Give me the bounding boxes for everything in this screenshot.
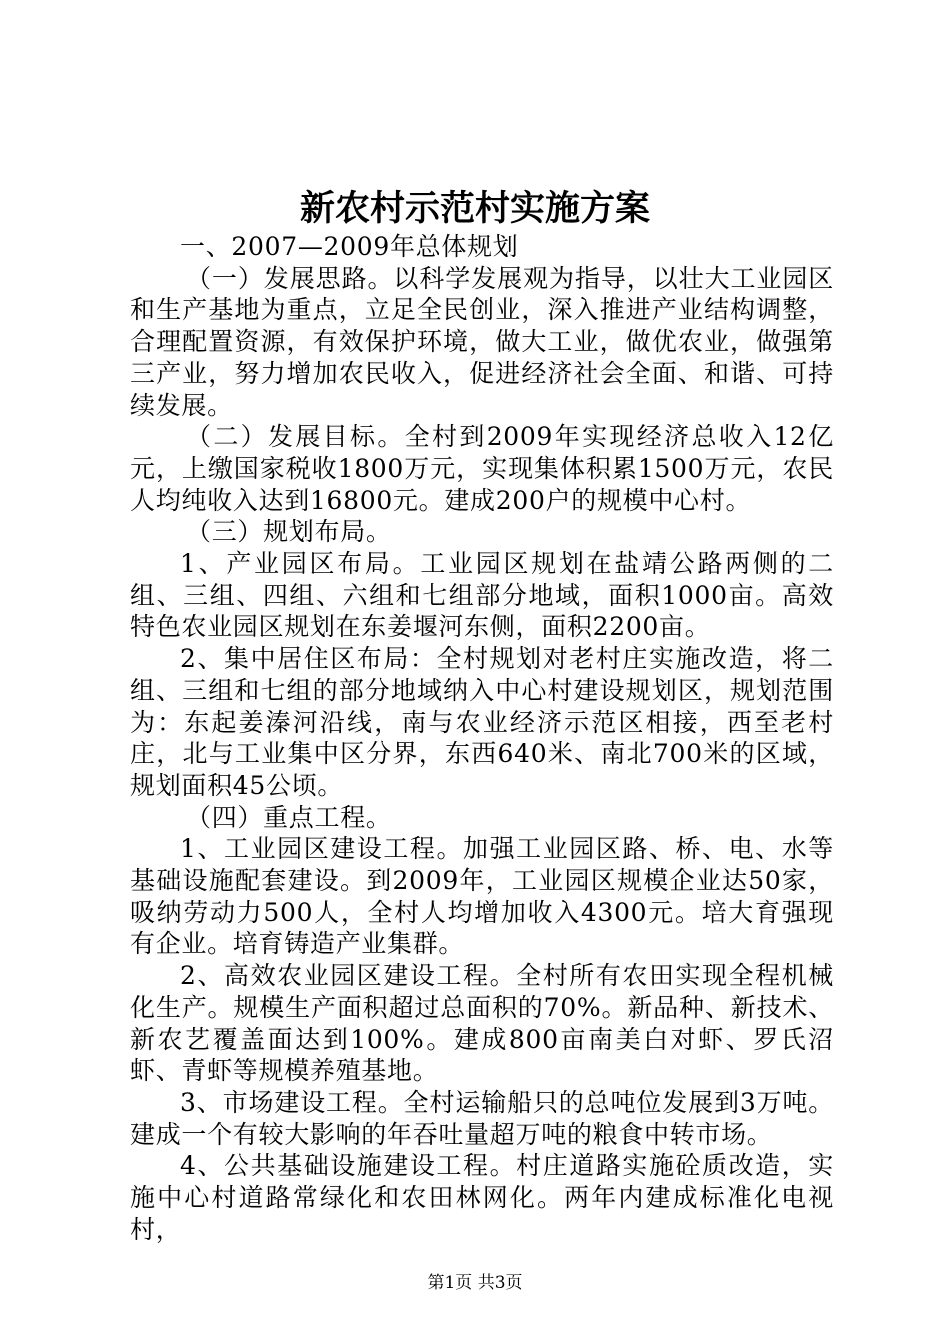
paragraph-infrastructure-project: 4、公共基础设施建设工程。村庄道路实施砼质改造，实施中心村道路常绿化和农田林网化。两年内建成标准化电视村， bbox=[130, 1151, 834, 1244]
paragraph-industrial-park-project: 1、工业园区建设工程。加强工业园区路、桥、电、水等基础设施配套建设。到2009年，工业园区规模企业达50家，吸纳劳动力500人，全村人均增加收入4300元。培大育强现有企业。培育铸造产业集群。 bbox=[130, 834, 834, 959]
paragraph-development-goal: （二）发展目标。全村到2009年实现经济总收入12亿元，上缴国家税收1800万元，实现集体积累1500万元，农民人均纯收入达到16800元。建成200户的规模中心村。 bbox=[130, 422, 834, 515]
page-footer: 第1页 共3页 bbox=[427, 1273, 523, 1293]
paragraph-key-projects: （四）重点工程。 bbox=[186, 802, 392, 832]
section-heading-overall-plan: 一、2007—2009年总体规划 bbox=[180, 232, 519, 261]
paragraph-industrial-park-layout: 1、产业园区布局。工业园区规划在盐靖公路两侧的二组、三组、四组、六组和七组部分地域，面积1000亩。高效特色农业园区规划在东姜堰河东侧，面积2200亩。 bbox=[130, 549, 834, 642]
paragraph-market-project: 3、市场建设工程。全村运输船只的总吨位发展到3万吨。建成一个有较大影响的年吞吐量超万吨的粮食中转市场。 bbox=[130, 1087, 834, 1149]
paragraph-residential-area-layout: 2、集中居住区布局：全村规划对老村庄实施改造，将二组、三组和七组的部分地域纳入中心村建设规划区，规划范围为：东起姜溱河沿线，南与农业经济示范区相接，西至老村庄，北与工业集中区分界，东西640米、南北700米的区域，规划面积45公顷。 bbox=[130, 644, 834, 800]
document-title: 新农村示范村实施方案 bbox=[299, 188, 650, 229]
paragraph-planning-layout: （三）规划布局。 bbox=[186, 517, 392, 547]
paragraph-agricultural-park-project: 2、高效农业园区建设工程。全村所有农田实现全程机械化生产。规模生产面积超过总面积的70%。新品种、新技术、新农艺覆盖面达到100%。建成800亩南美白对虾、罗氏沼虾、青虾等规模养殖基地。 bbox=[130, 961, 834, 1086]
paragraph-development-idea: （一）发展思路。以科学发展观为指导，以壮大工业园区和生产基地为重点，立足全民创业，深入推进产业结构调整，合理配置资源，有效保护环境，做大工业，做优农业，做强第三产业，努力增加农民收入，促进经济社会全面、和谐、可持续发展。 bbox=[130, 263, 834, 420]
document-body bbox=[130, 231, 834, 1246]
